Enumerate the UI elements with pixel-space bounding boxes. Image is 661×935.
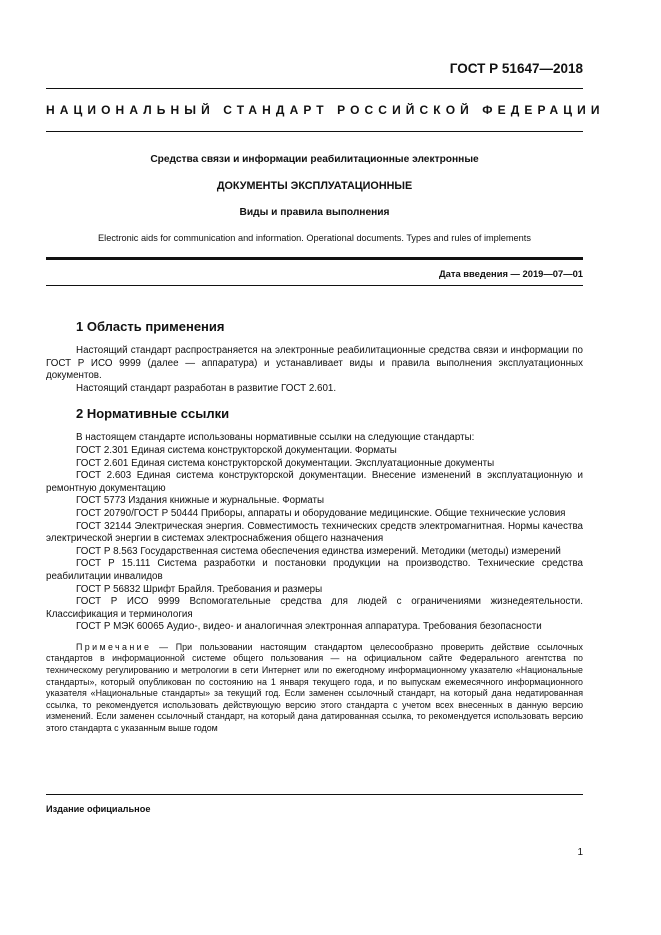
reference-item: ГОСТ Р МЭК 60065 Аудио-, видео- и аналогичная электронная аппаратура. Требования безопасности (76, 621, 542, 633)
standard-number: ГОСТ Р 51647—2018 (449, 61, 583, 76)
note-text: — При пользовании настоящим стандартом целесообразно проверить действие ссылочных стандартов в информационной системе общего пользования — на официальном сайте Федерального агентства по техническому регулированию и метрологии в сети Интернет или по ежегодному информационному указателю «Национальные стандарты», который опубликован по состоянию на 1 января текущего года, и по выпускам ежемесячного информационного указателя «Национальные стандарты» за текущий год. Если заменен ссылочный стандарт, на который дана недатированная ссылка, то рекомендуется использовать действующую версию этого стандарта с учетом всех внесенных в данную версию изменений. Если заменен ссылочный стандарт, на который дана датированная ссылка, то рекомендуется использовать версию этого стандарта с указанным выше годом (46, 641, 583, 734)
date-rule (46, 285, 583, 286)
footer-rule (46, 794, 583, 795)
title-rule-bottom (46, 257, 583, 260)
reference-item: ГОСТ 2.601 Единая система конструкторской документации. Эксплуатационные документы (76, 457, 495, 469)
national-standard-heading: НАЦИОНАЛЬНЫЙ СТАНДАРТ РОССИЙСКОЙ ФЕДЕРАЦИИ (46, 103, 605, 117)
title-line-1: Средства связи и информации реабилитационные электронные (150, 154, 479, 165)
title-line-3: Виды и правила выполнения (239, 207, 390, 218)
introduction-date: Дата введения — 2019—07—01 (438, 268, 583, 279)
reference-item: ГОСТ Р 56832 Шрифт Брайля. Требования и размеры (76, 583, 323, 595)
main-content (46, 318, 583, 735)
note-paragraph (46, 642, 583, 735)
reference-item: ГОСТ Р 8.563 Государственная система обеспечения единства измерений. Методики (методы) измерений (76, 545, 561, 557)
reference-item: ГОСТ 5773 Издания книжные и журнальные. Форматы (76, 495, 325, 507)
edition-label: Издание официальное (46, 804, 151, 814)
title-line-2: ДОКУМЕНТЫ ЭКСПЛУАТАЦИОННЫЕ (216, 180, 413, 192)
reference-item: ГОСТ 2.603 Единая система конструкторской документации. Внесение изменений в эксплуатационную и ремонтную документацию (46, 470, 583, 494)
reference-intro: В настоящем стандарте использованы нормативные ссылки на следующие стандарты: (76, 432, 475, 444)
page-number: 1 (577, 847, 583, 858)
section-1-heading: 1 Область применения (76, 319, 225, 334)
reference-item: ГОСТ Р 15.111 Система разработки и постановки продукции на производство. Технические средства реабилитации инвалидов (46, 558, 583, 582)
reference-item: ГОСТ Р ИСО 9999 Вспомогательные средства для людей с ограничениями жизнедеятельности. Классификация и терминология (46, 596, 583, 620)
note-label: Примечание (76, 641, 152, 652)
section-2-heading: 2 Нормативные ссылки (76, 406, 230, 422)
reference-item: ГОСТ 2.301 Единая система конструкторской документации. Форматы (76, 444, 397, 456)
title-english: Electronic aids for communication and information. Operational documents. Types and rules of implements (98, 233, 531, 243)
reference-item: ГОСТ 32144 Электрическая энергия. Совместимость технических средств электромагнитная. Нормы качества электрической энергии в системах электроснабжения общего назначения (46, 520, 583, 545)
header-rule (46, 88, 583, 89)
section-1-paragraph: Настоящий стандарт разработан в развитие ГОСТ 2.601. (76, 382, 337, 394)
title-rule-top (46, 131, 583, 132)
reference-item: ГОСТ 20790/ГОСТ Р 50444 Приборы, аппараты и оборудование медицинские. Общие технические условия (76, 507, 566, 519)
section-1-paragraph: Настоящий стандарт распространяется на электронные реабилитационные средства связи и информации по ГОСТ Р ИСО 9999 (далее — аппаратура) и устанавливает виды и правила выполнения эксплуатационных документов. (46, 345, 583, 382)
